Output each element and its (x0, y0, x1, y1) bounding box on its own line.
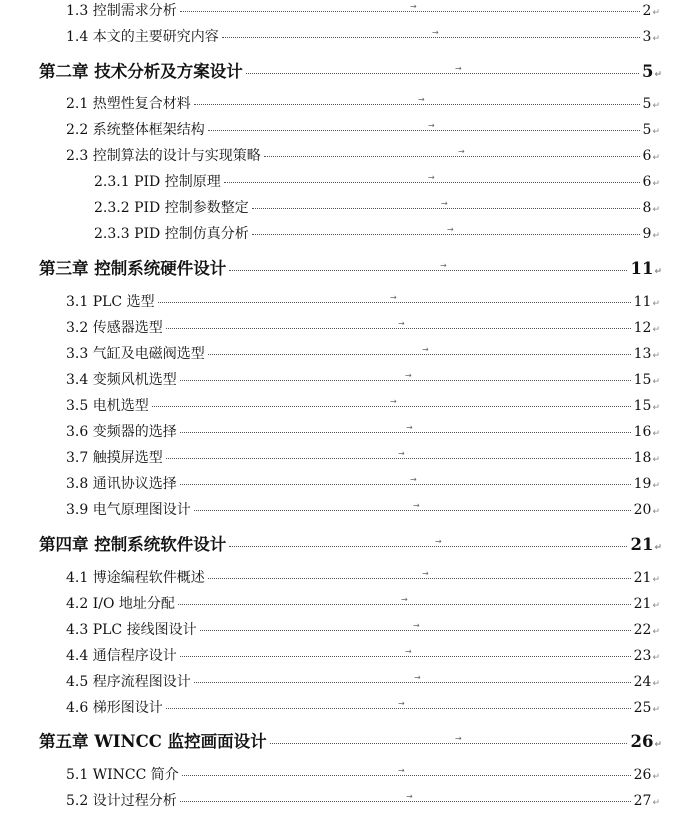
toc-entry-page: 21 (633, 570, 652, 586)
tab-arrow-icon: → (455, 734, 462, 743)
toc-entry-title: 3.5 电机选型 (66, 398, 149, 414)
toc-entry-title: 3.7 触摸屏选型 (66, 450, 163, 466)
toc-entry-page: 22 (633, 622, 652, 638)
toc-entry-page: 8 (642, 200, 652, 216)
toc-entry[interactable] (39, 728, 662, 750)
dot-leader (208, 354, 631, 355)
toc-entry[interactable] (66, 93, 660, 111)
toc-entry[interactable] (66, 790, 660, 808)
toc-entry[interactable] (94, 223, 660, 241)
toc-entry-title: 2.2 系统整体框架结构 (66, 122, 205, 138)
dot-leader (178, 604, 631, 605)
tab-arrow-icon: → (406, 792, 413, 801)
paragraph-mark-icon: ↵ (652, 772, 660, 782)
toc-entry-page: 13 (633, 346, 652, 362)
tab-arrow-icon: → (414, 673, 421, 682)
toc-entry-title: 4.4 通信程序设计 (66, 648, 177, 664)
toc-entry-title: 4.2 I/O 地址分配 (66, 596, 175, 612)
toc-entry[interactable] (66, 567, 660, 585)
dot-leader (208, 578, 631, 579)
toc-entry-page: 24 (633, 674, 652, 690)
tab-arrow-icon: → (410, 2, 417, 11)
toc-entry[interactable] (39, 255, 662, 277)
toc-entry[interactable] (66, 619, 660, 637)
toc-entry-title: 第五章 WINCC 监控画面设计 (39, 732, 267, 751)
toc-entry-title: 3.4 变频风机选型 (66, 372, 177, 388)
tab-arrow-icon: → (428, 121, 435, 130)
dot-leader (166, 458, 631, 459)
dot-leader (180, 11, 640, 12)
dot-leader (252, 234, 640, 235)
tab-arrow-icon: → (405, 371, 412, 380)
toc-entry-title: 4.1 博途编程软件概述 (66, 570, 205, 586)
paragraph-mark-icon: ↵ (652, 601, 660, 611)
paragraph-mark-icon: ↵ (652, 351, 660, 361)
toc-entry-page: 16 (633, 424, 652, 440)
toc-entry[interactable] (66, 447, 660, 465)
toc-entry[interactable] (66, 764, 660, 782)
tab-arrow-icon: → (441, 199, 448, 208)
paragraph-mark-icon: ↵ (652, 455, 660, 465)
paragraph-mark-icon: ↵ (652, 653, 660, 663)
dot-leader (194, 104, 640, 105)
dot-leader (158, 302, 631, 303)
toc-entry-title: 5.2 设计过程分析 (66, 793, 177, 809)
paragraph-mark-icon: ↵ (652, 507, 660, 517)
paragraph-mark-icon: ↵ (652, 179, 660, 189)
tab-arrow-icon: → (455, 64, 462, 73)
toc-entry[interactable] (66, 317, 660, 335)
toc-entry-title: 5.1 WINCC 简介 (66, 767, 179, 783)
toc-entry-page: 6 (642, 174, 652, 190)
paragraph-mark-icon: ↵ (652, 101, 660, 111)
paragraph-mark-icon: ↵ (654, 543, 662, 553)
toc-entry[interactable] (66, 395, 660, 413)
tab-arrow-icon: → (418, 95, 425, 104)
dot-leader (194, 682, 631, 683)
tab-arrow-icon: → (447, 225, 454, 234)
toc-entry[interactable] (66, 369, 660, 387)
toc-entry-title: 3.8 通讯协议选择 (66, 476, 177, 492)
toc-entry[interactable] (66, 119, 660, 137)
paragraph-mark-icon: ↵ (652, 403, 660, 413)
paragraph-mark-icon: ↵ (652, 299, 660, 309)
toc-entry-page: 15 (633, 372, 652, 388)
dot-leader (229, 546, 627, 547)
toc-entry[interactable] (66, 291, 660, 309)
toc-entry-page: 25 (633, 700, 652, 716)
toc-entry-title: 4.5 程序流程图设计 (66, 674, 191, 690)
tab-arrow-icon: → (440, 261, 447, 270)
dot-leader (264, 156, 640, 157)
paragraph-mark-icon: ↵ (652, 575, 660, 585)
toc-entry[interactable] (39, 58, 662, 80)
tab-arrow-icon: → (413, 621, 420, 630)
toc-entry[interactable] (66, 593, 660, 611)
toc-entry-title: 3.2 传感器选型 (66, 320, 163, 336)
tab-arrow-icon: → (422, 345, 429, 354)
tab-arrow-icon: → (410, 475, 417, 484)
toc-entry[interactable] (66, 421, 660, 439)
toc-entry[interactable] (94, 197, 660, 215)
toc-entry[interactable] (66, 697, 660, 715)
toc-entry-title: 3.1 PLC 选型 (66, 294, 155, 310)
toc-entry[interactable] (39, 531, 662, 553)
toc-entry-title: 2.3.3 PID 控制仿真分析 (94, 226, 249, 242)
tab-arrow-icon: → (432, 28, 439, 37)
tab-arrow-icon: → (398, 766, 405, 775)
toc-entry-page: 18 (633, 450, 652, 466)
toc-entry[interactable] (66, 671, 660, 689)
dot-leader (194, 510, 631, 511)
toc-entry-page: 26 (633, 767, 652, 783)
toc-entry[interactable] (66, 343, 660, 361)
paragraph-mark-icon: ↵ (652, 481, 660, 491)
toc-entry-title: 1.4 本文的主要研究内容 (66, 29, 219, 45)
paragraph-mark-icon: ↵ (652, 153, 660, 163)
toc-entry[interactable] (66, 26, 660, 44)
tab-arrow-icon: → (428, 173, 435, 182)
paragraph-mark-icon: ↵ (652, 627, 660, 637)
toc-entry-page: 3 (642, 29, 652, 45)
toc-entry-title: 第四章 控制系统软件设计 (39, 535, 227, 554)
dot-leader (246, 73, 639, 74)
tab-arrow-icon: → (406, 423, 413, 432)
dot-leader (252, 208, 640, 209)
toc-entry-page: 11 (633, 294, 652, 310)
toc-entry[interactable] (66, 645, 660, 663)
dot-leader (222, 37, 640, 38)
toc-entry-page: 6 (642, 148, 652, 164)
toc-entry-title: 1.3 控制需求分析 (66, 3, 177, 19)
paragraph-mark-icon: ↵ (654, 740, 662, 750)
toc-entry-title: 3.6 变频器的选择 (66, 424, 177, 440)
paragraph-mark-icon: ↵ (652, 377, 660, 387)
toc-entry-title: 2.3.2 PID 控制参数整定 (94, 200, 249, 216)
toc-entry-page: 5 (642, 122, 652, 138)
toc-entry-page: 5 (641, 62, 654, 81)
dot-leader (180, 484, 631, 485)
toc-entry-title: 第二章 技术分析及方案设计 (39, 62, 243, 81)
toc-entry-page: 5 (642, 96, 652, 112)
dot-leader (200, 630, 631, 631)
paragraph-mark-icon: ↵ (652, 205, 660, 215)
toc-entry-title: 3.9 电气原理图设计 (66, 502, 191, 518)
tab-arrow-icon: → (390, 293, 397, 302)
toc-entry-page: 21 (630, 535, 654, 554)
dot-leader (270, 743, 628, 744)
toc-entry[interactable] (94, 171, 660, 189)
paragraph-mark-icon: ↵ (654, 70, 662, 80)
paragraph-mark-icon: ↵ (652, 325, 660, 335)
toc-entry-title: 3.3 气缸及电磁阀选型 (66, 346, 205, 362)
toc-entry-page: 12 (633, 320, 652, 336)
toc-entry-title: 第三章 控制系统硬件设计 (39, 259, 227, 278)
paragraph-mark-icon: ↵ (652, 798, 660, 808)
toc-entry-title: 4.6 梯形图设计 (66, 700, 163, 716)
paragraph-mark-icon: ↵ (652, 8, 660, 18)
toc-entry-page: 26 (630, 732, 654, 751)
dot-leader (166, 708, 631, 709)
paragraph-mark-icon: ↵ (652, 127, 660, 137)
toc-entry-page: 9 (642, 226, 652, 242)
toc-entry-page: 21 (633, 596, 652, 612)
tab-arrow-icon: → (435, 537, 442, 546)
toc-entry[interactable] (66, 145, 660, 163)
tab-arrow-icon: → (405, 647, 412, 656)
toc-entry-title: 4.3 PLC 接线图设计 (66, 622, 197, 638)
dot-leader (180, 656, 631, 657)
dot-leader (182, 775, 631, 776)
dot-leader (180, 380, 631, 381)
tab-arrow-icon: → (458, 147, 465, 156)
toc-entry[interactable] (66, 473, 660, 491)
paragraph-mark-icon: ↵ (652, 231, 660, 241)
tab-arrow-icon: → (422, 569, 429, 578)
toc-entry-page: 20 (633, 502, 652, 518)
toc-entry-page: 11 (630, 259, 654, 278)
toc-entry-page: 19 (633, 476, 652, 492)
toc-entry[interactable] (66, 0, 660, 18)
toc-entry-page: 27 (633, 793, 652, 809)
toc-entry-title: 2.3 控制算法的设计与实现策略 (66, 148, 261, 164)
dot-leader (180, 801, 631, 802)
dot-leader (152, 406, 631, 407)
tab-arrow-icon: → (398, 319, 405, 328)
tab-arrow-icon: → (390, 397, 397, 406)
tab-arrow-icon: → (413, 501, 420, 510)
dot-leader (180, 432, 631, 433)
dot-leader (208, 130, 640, 131)
paragraph-mark-icon: ↵ (652, 34, 660, 44)
paragraph-mark-icon: ↵ (652, 429, 660, 439)
dot-leader (166, 328, 631, 329)
toc-entry-page: 23 (633, 648, 652, 664)
toc-entry-page: 15 (633, 398, 652, 414)
paragraph-mark-icon: ↵ (654, 267, 662, 277)
toc-entry[interactable] (66, 499, 660, 517)
toc-entry-page: 2 (642, 3, 652, 19)
dot-leader (229, 270, 627, 271)
toc-entry-title: 2.3.1 PID 控制原理 (94, 174, 221, 190)
tab-arrow-icon: → (398, 449, 405, 458)
paragraph-mark-icon: ↵ (652, 679, 660, 689)
dot-leader (224, 182, 640, 183)
tab-arrow-icon: → (398, 699, 405, 708)
tab-arrow-icon: → (401, 595, 408, 604)
paragraph-mark-icon: ↵ (652, 705, 660, 715)
toc-entry-title: 2.1 热塑性复合材料 (66, 96, 191, 112)
